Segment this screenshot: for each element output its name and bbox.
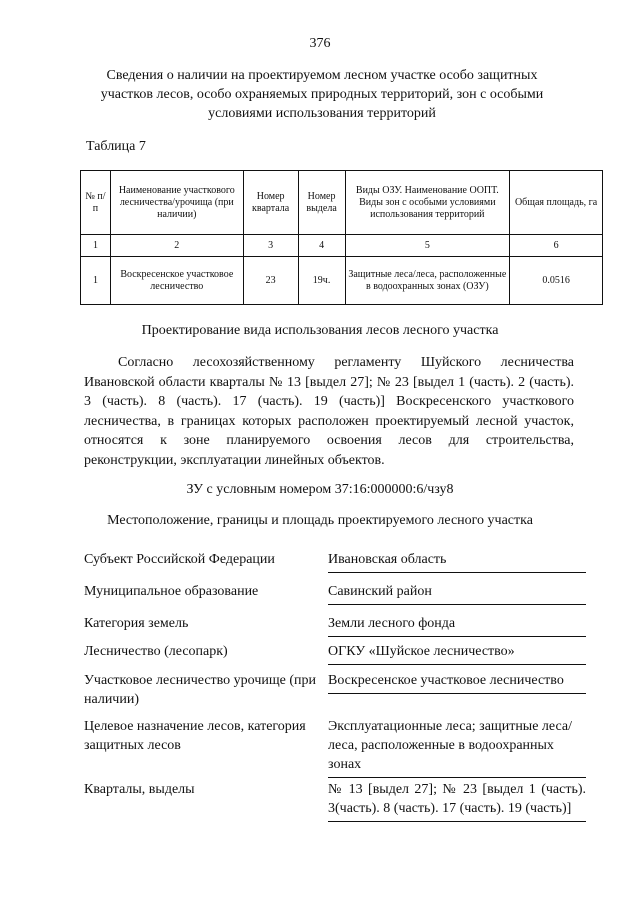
numbering-cell: 2	[110, 235, 243, 257]
row-area: 0.0516	[510, 257, 603, 305]
info-label: Целевое назначение лесов, категория защитных лесов	[84, 719, 306, 753]
header-number: № п/п	[81, 171, 111, 235]
header-allotment: Номер выдела	[298, 171, 345, 235]
info-label: Кварталы, выделы	[84, 782, 195, 797]
page-number: 376	[309, 36, 331, 51]
info-value: Савинский район	[328, 582, 586, 605]
info-value: Эксплуатационные леса; защитные леса/леса, расположенные в водоохранных зонах	[328, 717, 586, 778]
info-label: Лесничество (лесопарк)	[84, 644, 228, 659]
numbering-cell: 5	[345, 235, 510, 257]
row-ozu-type: Защитные леса/леса, расположенные в водоохранных зонах (ОЗУ)	[345, 257, 510, 305]
table-caption: Таблица 7	[86, 139, 146, 154]
header-ozu-type: Виды ОЗУ. Наименование ООПТ. Виды зон с особыми условиями использования территорий	[345, 171, 510, 235]
info-value: Земли лесного фонда	[328, 614, 586, 637]
row-forestry: Воскресенское участковое лесничество	[110, 257, 243, 305]
document-title: Сведения о наличии на проектируемом лесном участке особо защитных участков лесов, особо охраняемых природных территорий, зон с особыми условиями использования территорий	[100, 68, 544, 121]
row-allotment: 19ч.	[298, 257, 345, 305]
header-forestry: Наименование участкового лесничества/урочища (при наличии)	[110, 171, 243, 235]
table-header-row	[81, 171, 603, 235]
header-quarter: Номер квартала	[243, 171, 298, 235]
zu-heading: ЗУ с условным номером 37:16:000000:6/чзу8	[186, 482, 454, 497]
numbering-cell: 6	[510, 235, 603, 257]
info-value: ОГКУ «Шуйское лесничество»	[328, 642, 586, 665]
row-number: 1	[81, 257, 111, 305]
info-label: Категория земель	[84, 616, 189, 631]
info-value: Воскресенское участковое лесничество	[328, 671, 586, 694]
regulation-paragraph: Согласно лесохозяйственному регламенту Шуйского лесничества Ивановской области кварталы № 13 [выдел 27]; № 23 [выдел 1 (часть). 2 (часть). 3 (часть). 8 (часть). 17 (часть). 19 (часть)] Воскресенского участкового лесничества, в границах которых расположен проектируемый лесной участок, относятся к зоне планируемого освоения лесов для строительства, реконструкции, эксплуатации линейных объектов.	[84, 355, 574, 468]
header-area: Общая площадь, га	[510, 171, 603, 235]
numbering-cell: 4	[298, 235, 345, 257]
info-label: Муниципальное образование	[84, 584, 259, 599]
info-label: Субъект Российской Федерации	[84, 552, 275, 567]
row-quarter: 23	[243, 257, 298, 305]
info-label: Участковое лесничество урочище (при наличии)	[84, 673, 316, 707]
info-value: № 13 [выдел 27]; № 23 [выдел 1 (часть). 3(часть). 8 (часть). 17 (часть). 19 (часть)]	[328, 780, 586, 822]
info-value: Ивановская область	[328, 550, 586, 573]
section-heading-usage: Проектирование вида использования лесов лесного участка	[141, 323, 499, 338]
table-numbering-row	[81, 235, 603, 257]
location-heading: Местоположение, границы и площадь проектируемого лесного участка	[107, 513, 533, 528]
numbering-cell: 1	[81, 235, 111, 257]
numbering-cell: 3	[243, 235, 298, 257]
table-7	[80, 170, 603, 305]
table-row	[81, 257, 603, 305]
